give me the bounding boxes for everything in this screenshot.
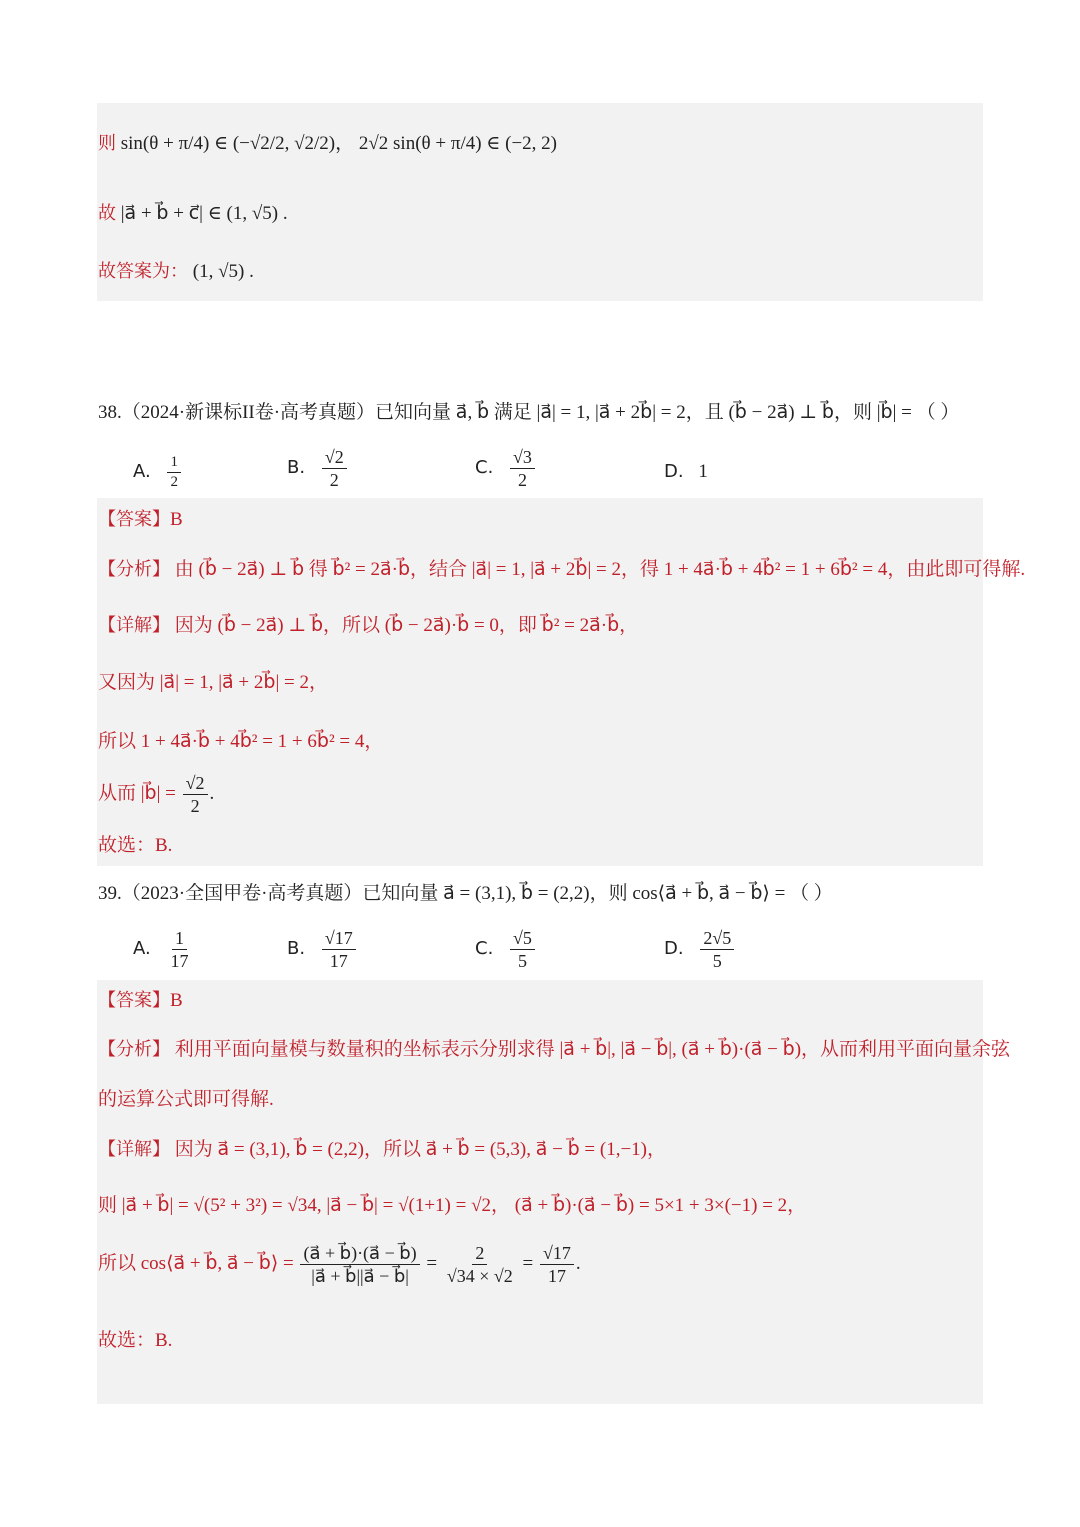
q39-stem: 39.（2023·全国甲卷·高考真题）已知向量 a⃗ = (3,1), b⃗ = (2,2)，则 cos⟨a⃗ + b⃗, a⃗ − b⃗⟩ = （ ） (98, 883, 833, 904)
q38-answer: 【答案】B (98, 509, 183, 530)
q39-detail-line2: 则 |a⃗ + b⃗| = √(5² + 3²) = √34, |a⃗ − b⃗| = √(1+1) = √2， (a⃗ + b⃗)·(a⃗ − b⃗) = 5×1 + 3×(−1) = 2， (98, 1195, 807, 1216)
q38-detail-line2: 又因为 |a⃗| = 1, |a⃗ + 2b⃗| = 2， (98, 672, 328, 693)
q39-option-b: B. $\frac{√17}{17}$ (287, 929, 358, 970)
q39-analysis-line1: 【分析】 利用平面向量模与数量积的坐标表示分别求得 |a⃗ + b⃗|, |a⃗ − b⃗|, (a⃗ + b⃗)·(a⃗ − b⃗)，从而利用平面向量余弦 (98, 1039, 1011, 1060)
q38-option-b: B. $\frac{√2}{2}$ (287, 448, 349, 489)
prev-solution-line1: 则 sin(θ + π/4) ∈ (−√2/2, √2/2)， 2√2 sin(θ + π/4) ∈ (−2, 2) (98, 133, 557, 154)
q39-conclusion: 故选：B. (98, 1330, 173, 1351)
q39-detail-cos: 所以 cos⟨a⃗ + b⃗, a⃗ − b⃗⟩ = $\frac{(a⃗ + b⃗)\cdot(a⃗ - b⃗)}{|a⃗ + b⃗||a⃗ - b⃗|}$ = $\frac{2}{√34 \times √2}$ = $\frac{√17}{17}$ . (98, 1243, 581, 1286)
q38-detail-line1: 【详解】 因为 (b⃗ − 2a⃗) ⊥ b⃗，所以 (b⃗ − 2a⃗)·b⃗ = 0，即 b⃗² = 2a⃗·b⃗， (98, 615, 639, 636)
q39-option-c: C. $\frac{√5}{5}$ (475, 929, 537, 970)
q39-option-a: A. $\frac{1}{17}$ (133, 928, 189, 971)
q38-option-a: A. $\frac{1}{2}$ (133, 455, 183, 490)
q39-option-d: D. $\frac{2√5}{5}$ (664, 929, 736, 970)
q38-conclusion: 故选：B. (98, 835, 173, 856)
q38-option-d: D. 1 (664, 461, 708, 482)
q39-analysis-line2: 的运算公式即可得解. (98, 1089, 274, 1110)
q38-analysis: 【分析】 由 (b⃗ − 2a⃗) ⊥ b⃗ 得 b⃗² = 2a⃗·b⃗，结合 |a⃗| = 1, |a⃗ + 2b⃗| = 2，得 1 + 4a⃗·b⃗ + 4b⃗² = 1 + 6b⃗² = 4，由此即可得解. (98, 559, 1026, 580)
q38-detail-line3: 所以 1 + 4a⃗·b⃗ + 4b⃗² = 1 + 6b⃗² = 4， (98, 731, 384, 752)
q38-option-c: C. $\frac{√3}{2}$ (475, 448, 537, 489)
q39-detail-line1: 【详解】 因为 a⃗ = (3,1), b⃗ = (2,2)，所以 a⃗ + b⃗ = (5,3), a⃗ − b⃗ = (1,−1)， (98, 1139, 666, 1160)
q39-answer: 【答案】B (98, 990, 183, 1011)
q38-stem: 38.（2024·新课标II卷·高考真题）已知向量 a⃗, b⃗ 满足 |a⃗| = 1, |a⃗ + 2b⃗| = 2，且 (b⃗ − 2a⃗) ⊥ b⃗，则 |b⃗| = （ ） (98, 402, 960, 423)
prev-solution-line3: 故答案为： (1, √5) . (98, 261, 254, 282)
prev-solution-line2: 故 |a⃗ + b⃗ + c⃗| ∈ (1, √5) . (98, 203, 288, 224)
q38-detail-final: 从而 |b⃗| = $\frac{√2}{2}$ . (98, 773, 215, 816)
